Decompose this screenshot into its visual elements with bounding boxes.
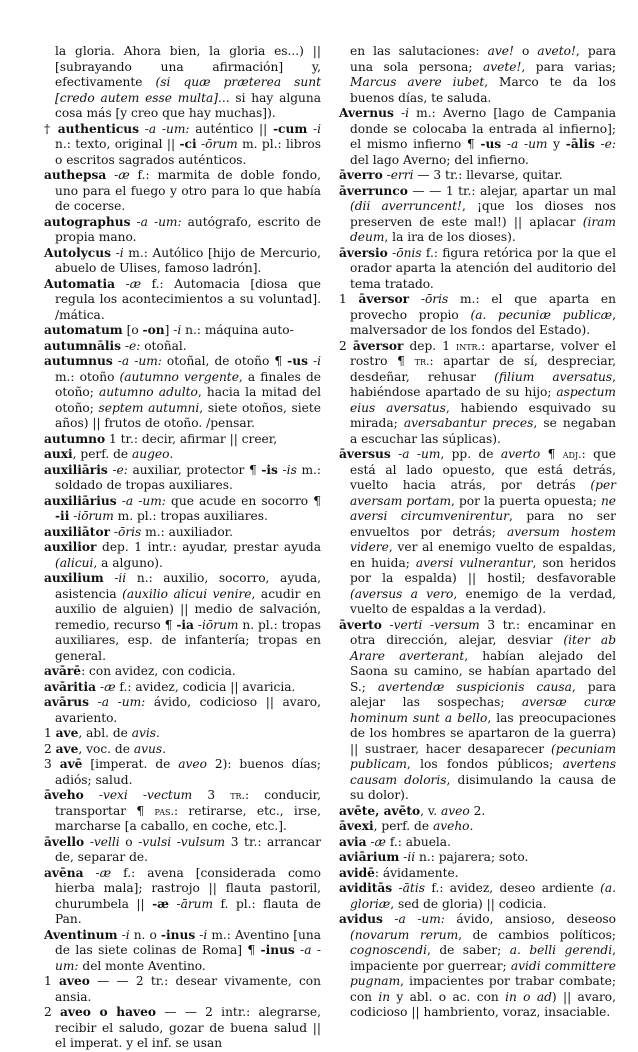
entry-text: (alicui [55, 555, 94, 570]
dictionary-entry [339, 44, 616, 106]
entry-text: -æ [106, 168, 130, 182]
entry-text: , abl. de [78, 726, 132, 740]
entry-text: -ōrum [196, 137, 238, 151]
headword: Automatia [44, 276, 116, 291]
headword: automatum [44, 323, 123, 337]
entry-text: , sed de gloria) || codicia. [390, 896, 547, 911]
headword: autographus [44, 214, 131, 229]
entry-text: -i [307, 121, 322, 136]
entry-text: 2 [44, 741, 56, 756]
entry-text: n.: pajarera; soto. [415, 850, 529, 864]
entry-text: avidi committere pugnam [350, 958, 617, 988]
entry-text: f.: avena [considerada como hierba mala]; rastrojo || flauta pastoril, churumbela || [55, 865, 321, 911]
headword: auxilior [44, 540, 97, 554]
headword: ave [55, 726, 79, 740]
dictionary-entry [339, 106, 616, 168]
headword: avārē [44, 664, 82, 678]
dictionary-entry [44, 168, 321, 215]
entry-text: y abl. o ac. con [390, 989, 506, 1004]
entry-text: -ii [399, 850, 416, 864]
entry-text: que acude en socorro ¶ [165, 493, 322, 508]
entry-text: : que está al lado opuesto, que está detrás, vuelto hacia atrás, por detrás [350, 447, 617, 492]
entry-text: ) || avaro, codicioso || hambriento, voraz, insaciable. [350, 989, 616, 1019]
entry-text: -ārum [169, 896, 214, 911]
entry-text: o [119, 834, 139, 849]
dictionary-entry [339, 819, 616, 835]
entry-text: , los fondos públicos; [406, 757, 563, 771]
entry-text: auxiliar, protector ¶ [127, 462, 262, 477]
headword: Avernus [339, 106, 394, 120]
entry-text: -ālis [565, 137, 595, 151]
dictionary-entry [44, 788, 321, 835]
entry-text: n.: auxilio, socorro, ayuda, asistencia [55, 571, 321, 601]
entry-text: , Marco te da los buenos días, te saluda. [350, 75, 616, 105]
entry-text: 3 [192, 788, 231, 802]
entry-text: avus [133, 741, 163, 756]
entry-text: aversæ curæ hominum sunt a bello [350, 695, 616, 725]
entry-text: aversi vulnerantur [415, 555, 533, 570]
headword: Autolycus [44, 245, 111, 260]
dictionary-entry [44, 339, 321, 355]
dictionary-entry [44, 695, 321, 726]
entry-text: -ātis [392, 881, 425, 895]
dictionary-entry [339, 881, 616, 912]
entry-text: -ci [179, 137, 197, 151]
entry-text: -i [173, 323, 182, 337]
entry-text: aveo [178, 757, 207, 771]
entry-text: : retirarse, etc., irse, marcharse [a caballo, en coche, etc.]. [55, 803, 321, 833]
entry-text: , enemigo de la verdad, vuelto de espaldas a la verdad). [350, 586, 616, 616]
dictionary-entry [44, 277, 321, 324]
entry-text: -i [307, 354, 322, 368]
entry-text: (per aversam portam [350, 478, 616, 508]
dictionary-entry [44, 866, 321, 928]
entry-text: -ii [103, 571, 127, 585]
entry-text: tr. [230, 789, 246, 802]
entry-text: 1 tr.: decir, afirmar || creer, [105, 431, 278, 446]
entry-text: -erri [382, 168, 414, 182]
entry-text: -is [277, 462, 297, 477]
headword: avē [59, 757, 83, 771]
entry-text: — — 2 intr.: alegrarse, recibir el saludo, gozar de buena salud || el imperat. y el inf. se usan [55, 1005, 321, 1050]
entry-text: -æ [83, 865, 112, 880]
dictionary-entry [339, 339, 616, 448]
entry-text: † [44, 121, 58, 136]
entry-text: ¶ [540, 447, 563, 461]
entry-text: -ii [55, 509, 70, 523]
entry-text: ne aversi circumvenirentur [350, 493, 617, 523]
entry-text: -e: [107, 462, 128, 477]
entry-text: m.: soldado de tropas auxiliares. [55, 462, 321, 492]
entry-text: aspectum eius aversatus [350, 385, 616, 415]
dictionary-entry [44, 571, 321, 664]
entry-text: , impaciente por guerrear; [350, 943, 616, 973]
entry-text: augeo [131, 447, 170, 461]
dictionary-entry [44, 44, 321, 122]
entry-text: ave! [487, 44, 514, 58]
dictionary-entry [339, 246, 616, 293]
entry-text: f.: Automacia [diosa que regula los acontecimientos a su voluntad]. /mática. [55, 276, 321, 322]
headword: auxiliārius [44, 493, 117, 508]
dictionary-entry [44, 122, 321, 169]
entry-text: 1 [339, 292, 359, 306]
entry-text: en las salutaciones: [350, 44, 488, 58]
entry-text: : ávidamente. [374, 865, 459, 880]
entry-text: averto [500, 447, 541, 461]
entry-text: aversabantur preces [403, 416, 534, 430]
entry-text: dep. 1 [403, 338, 457, 353]
headword: āvello [44, 834, 85, 849]
entry-text: (a. gloriæ [350, 881, 616, 911]
entry-text: -a -um: [116, 493, 166, 508]
left-column [44, 44, 322, 1050]
headword: avēte, avēto [339, 803, 421, 818]
entry-text: -a -um: [112, 354, 162, 368]
dictionary-entry [339, 447, 616, 618]
entry-text: ávido, ansioso, deseoso [444, 912, 616, 926]
dictionary-entry [44, 742, 321, 758]
entry-text: n. pl.: tropas auxiliares, esp. de infantería; tropas en general. [55, 617, 321, 663]
headword: authepsa [44, 168, 107, 182]
entry-text: -i [117, 927, 130, 942]
entry-text: -ōris [409, 292, 449, 306]
dictionary-entry [339, 184, 616, 246]
entry-text: otoñal, de otoño ¶ [161, 354, 288, 368]
dictionary-entry [339, 866, 616, 882]
entry-text: , perf. de [72, 447, 132, 461]
entry-text: , a finales de otoño; [55, 369, 322, 399]
headword: authenticus [57, 121, 139, 136]
dictionary-entry [44, 463, 321, 494]
entry-text: : con avidez, con codicia. [81, 664, 236, 678]
entry-text: -i [110, 245, 124, 260]
entry-text: , para alejar las sospechas; [350, 679, 616, 709]
headword: avidē [339, 865, 375, 880]
entry-text: . [156, 726, 160, 740]
dictionary-entry [44, 432, 321, 448]
headword: āvexi [339, 819, 374, 833]
entry-text: , para una sola persona; [350, 44, 616, 74]
headword: avārus [44, 695, 90, 709]
entry-text: — — 1 tr.: alejar, apartar un mal [407, 183, 616, 198]
headword: aveo o haveo [60, 1005, 156, 1019]
entry-text: , pp. de [440, 447, 501, 461]
entry-text: m.: Autólico [hijo de Mercurio, abuelo de Ulises, famoso ladrón]. [55, 245, 322, 275]
entry-text: , voc. de [78, 741, 134, 756]
entry-text: autumno adulto [99, 385, 198, 399]
entry-text: , la ira de los dioses). [384, 230, 516, 244]
entry-text: -us [480, 137, 502, 151]
headword: autumnus [44, 354, 113, 368]
entry-text: cognoscendi [350, 943, 427, 957]
headword: avidus [339, 912, 383, 926]
entry-text: -a -um [501, 137, 548, 151]
entry-text: avertens causam doloris [350, 757, 616, 787]
entry-text: m.: el que aparta en provecho propio [350, 292, 616, 322]
entry-text: , por la puerta opuesta; [451, 493, 601, 508]
entry-text: , son heridos por la espalda) || hostil; desfavorable [350, 555, 616, 585]
entry-text: -e: [594, 137, 616, 151]
entry-text: 3 [44, 757, 60, 771]
entry-text: -vulsi -vulsum [138, 834, 226, 849]
entry-text: f.: abuela. [385, 834, 451, 849]
entry-text: m. pl.: libros o escritos sagrados auténticos. [55, 137, 322, 167]
entry-text: -æ [366, 834, 386, 849]
dictionary-entry [339, 850, 616, 866]
entry-text: -a -um: [89, 695, 146, 709]
entry-text: dep. 1 intr.: ayudar, prestar ayuda [96, 540, 321, 554]
entry-text: f.: figura retórica por la que el orador aparta la atención del auditorio del tema tratado. [350, 245, 616, 291]
entry-text: aveo [441, 803, 470, 818]
entry-text: — 3 tr.: llevarse, quitar. [413, 168, 563, 182]
entry-text: -velli [84, 834, 120, 849]
entry-text: -iōrum [69, 509, 114, 523]
entry-text: m.: Averno [lago de Campania donde se colocaba la entrada al infierno]; el mismo infierno ¶ [350, 106, 616, 151]
entry-text: . [169, 447, 174, 461]
entry-text: , de cambios políticos; [458, 927, 616, 942]
entry-text: la gloria. Ahora bien, la gloria es...) || [subrayando una afirmación] y, efectivamente [55, 44, 321, 89]
headword: āveho [44, 788, 84, 802]
entry-text: tr. [414, 355, 430, 368]
headword: auxiliāris [44, 462, 108, 477]
dictionary-entry [44, 525, 321, 541]
entry-text: -i [195, 927, 208, 942]
entry-text: m.: otoño [55, 369, 120, 384]
headword: āversus [339, 447, 391, 461]
dictionary-entry [44, 540, 321, 571]
headword: auxilium [44, 571, 104, 585]
entry-text: -æ [152, 896, 170, 911]
headword: āverrunco [339, 183, 408, 198]
headword: aviārium [339, 850, 400, 864]
entry-text: avete! [483, 59, 522, 74]
entry-text: , habían alejado del Saona su camino, se habían apartado del S.; [350, 648, 616, 694]
headword: ave [55, 741, 79, 756]
dictionary-entry [44, 835, 321, 866]
dictionary-entry [44, 974, 321, 1005]
headword: āversor [358, 292, 410, 306]
dictionary-entry [44, 928, 321, 975]
headword: auxiliātor [44, 524, 110, 539]
headword: autumnālis [44, 338, 122, 353]
entry-text: 2): buenos días; adiós; salud. [55, 757, 321, 787]
entry-text: 1 [44, 726, 56, 740]
entry-text: 3 tr.: arrancar de, separar de. [55, 834, 321, 864]
entry-text: , perf. de [373, 819, 433, 833]
entry-text: autógrafo, escrito de propia mano. [55, 214, 321, 244]
entry-text: -cum [273, 121, 308, 136]
headword: avāritia [44, 679, 97, 694]
entry-text: adj. [562, 448, 582, 461]
entry-text: — — 2 tr.: desear vivamente, con ansia. [55, 974, 321, 1004]
entry-text: -a -um: [55, 943, 321, 973]
entry-text: , habiendo esquivado su mirada; [350, 400, 616, 430]
entry-text: aveto! [537, 44, 576, 58]
entry-text: 2 [44, 1005, 61, 1019]
entry-text: , las preocupaciones de los hombres se apartaron de la guerra) || sustraer, hacer desaparecer [350, 710, 616, 756]
entry-text: -ia [176, 617, 194, 632]
entry-text: -iōrum [193, 617, 239, 632]
entry-text: ávido, codicioso || avaro, avariento. [55, 695, 321, 725]
dictionary-entry [339, 804, 616, 820]
entry-text: septem autumni [98, 400, 200, 415]
entry-text: -a -um: [130, 214, 182, 229]
entry-text: m. pl.: tropas auxiliares. [113, 509, 268, 523]
right-column [339, 44, 617, 1019]
entry-text: , acudir en auxilio de alguien) || medio de salvación, remedio, recurso ¶ [55, 586, 321, 632]
entry-text: f.: avidez, deseo ardiente [424, 881, 601, 895]
entry-text: ] [164, 323, 174, 337]
entry-text: -verti -versum [381, 617, 480, 632]
dictionary-entry [44, 1005, 321, 1052]
dictionary-entry [44, 680, 321, 696]
headword: auxi [44, 447, 73, 461]
entry-text: -ōris [110, 524, 142, 539]
headword: avēna [44, 865, 84, 880]
entry-text: , siete otoños, siete años) || frutos de otoño. /pensar. [55, 400, 321, 430]
entry-text: (iter ab Arare averterant [350, 633, 616, 663]
entry-text: -is [261, 462, 278, 477]
entry-text: . [469, 819, 474, 833]
dictionary-entry [339, 168, 616, 184]
entry-text: -vexi -vectum [83, 788, 193, 802]
entry-text: , a alguno). [93, 555, 163, 570]
headword: āversor [352, 338, 404, 353]
entry-text: avis [131, 726, 157, 740]
entry-text: . [162, 741, 166, 756]
dictionary-entry [339, 835, 616, 851]
entry-text: o [513, 44, 538, 58]
entry-text: (auxilio alicui venire [122, 586, 252, 601]
entry-text: ... si hay alguna cosa más [y creo que hay muchas]). [55, 90, 321, 120]
entry-text: 1 [44, 974, 59, 988]
entry-text: (filium aversatus [494, 369, 613, 384]
entry-text: pas. [154, 804, 174, 818]
entry-text: m.: auxiliador. [141, 524, 234, 539]
entry-text: -a -um: [139, 121, 190, 136]
dictionary-entry [339, 912, 616, 1021]
entry-text: 2 [339, 338, 353, 353]
entry-text: f. pl.: flauta de Pan. [55, 896, 321, 926]
entry-text: 3 tr.: encaminar en otra dirección, alejar, desviar [350, 617, 616, 647]
dictionary-entry [339, 618, 616, 804]
entry-text: n.: máquina auto- [181, 323, 294, 337]
entry-text: (iram deum [350, 214, 616, 244]
entry-text: [o [122, 323, 143, 337]
entry-text: : apartar de sí, despreciar, desdeñar, rehusar [350, 354, 616, 384]
entry-text: , para varias; [521, 59, 616, 74]
entry-text: -æ [96, 679, 116, 694]
entry-text: , disimulando la causa de su dolor). [350, 772, 616, 802]
dictionary-entry [44, 726, 321, 742]
entry-text: -a -um: [382, 912, 445, 926]
entry-text: : apartarse, volver el rostro ¶ [350, 338, 616, 368]
dictionary-entry [44, 757, 321, 788]
headword: āversio [339, 245, 388, 260]
entry-text: auténtico || [189, 121, 273, 136]
headword: āverro [339, 168, 383, 182]
entry-text: , se negaban a escuchar las súplicas). [350, 416, 616, 446]
dictionary-entry [44, 354, 321, 432]
entry-text: avertendæ suspicionis causa [377, 679, 572, 694]
entry-text: : conducir, transportar ¶ [55, 788, 321, 818]
entry-text: m.: Aventino [una de las siete colinas de Roma] ¶ [55, 927, 322, 957]
entry-text: -a -um [390, 447, 441, 461]
entry-text: (a. pecuniæ publicæ [470, 307, 613, 322]
entry-text: in o ad [505, 989, 552, 1004]
dictionary-entry [44, 246, 321, 277]
entry-text: , hacia la mitad del otoño; [55, 385, 321, 415]
entry-text: , para no ser envueltos por detrás; [350, 509, 616, 539]
headword: autumno [44, 431, 106, 446]
entry-text: n.: texto, original || [55, 137, 180, 151]
dictionary-entry [44, 323, 321, 339]
entry-text: in [378, 989, 391, 1004]
entry-text: (novarum rerum [350, 927, 459, 942]
entry-text: -inus [160, 927, 196, 942]
entry-text: -e: [121, 338, 141, 353]
entry-text: -inus [260, 943, 295, 957]
entry-text: otoñal. [140, 338, 187, 353]
entry-text: [imperat. de [82, 757, 179, 771]
entry-text: -us [287, 354, 308, 368]
entry-text: (autumno vergente [119, 369, 239, 384]
headword: avia [339, 834, 367, 849]
dictionary-entry [44, 664, 321, 680]
entry-text: (aversus a vero [350, 586, 454, 601]
entry-text: (dii averruncent! [350, 199, 462, 213]
entry-text: -ōnis [387, 245, 422, 260]
entry-text: -on [142, 323, 165, 337]
entry-text: , v. [420, 803, 442, 818]
entry-text: Marcus avere iubet [350, 75, 485, 89]
entry-text: (pecuniam publicam [350, 741, 616, 771]
entry-text: y [547, 137, 566, 151]
dictionary-entry [339, 292, 616, 339]
headword: aveo [58, 974, 90, 988]
entry-text: aveho [432, 819, 470, 833]
entry-text: , de saber; [427, 943, 510, 957]
entry-text: -æ [115, 276, 142, 291]
headword: āverto [339, 617, 382, 632]
entry-text: intr. [456, 339, 482, 353]
entry-text: , habiéndose apartado de su hijo; [350, 369, 617, 399]
dictionary-entry [44, 215, 321, 246]
entry-text: del lago Averno; del infierno. [350, 152, 529, 167]
headword: Aventinum [44, 927, 118, 942]
entry-text: 2. [469, 803, 486, 818]
entry-text: f.: avidez, codicia || avaricia. [115, 679, 296, 694]
entry-text: n. o [129, 927, 161, 942]
entry-text: -i [393, 106, 409, 120]
headword: aviditās [339, 881, 393, 895]
entry-text: f.: marmita de doble fondo, uno para el fuego y otro para lo que había de cocerse. [55, 168, 321, 213]
entry-text: , ver al enemigo vuelto de espaldas, en huida; [350, 540, 616, 570]
entry-text: , impacientes por trabar combate; con [350, 974, 616, 1004]
dictionary-entry [44, 494, 321, 525]
entry-text: (si quæ præterea sunt [credo autem esse multa] [55, 75, 322, 105]
entry-text: a. belli gerendi [509, 943, 613, 957]
entry-text: , ¡que los dioses nos preserven de este mal!) || aplacar [350, 199, 616, 229]
entry-text: del monte Aventino. [78, 958, 206, 973]
entry-text: , malversador de los fondos del Estado). [350, 307, 616, 337]
entry-text: aversum hostem videre [350, 524, 616, 554]
dictionary-entry [44, 447, 321, 463]
